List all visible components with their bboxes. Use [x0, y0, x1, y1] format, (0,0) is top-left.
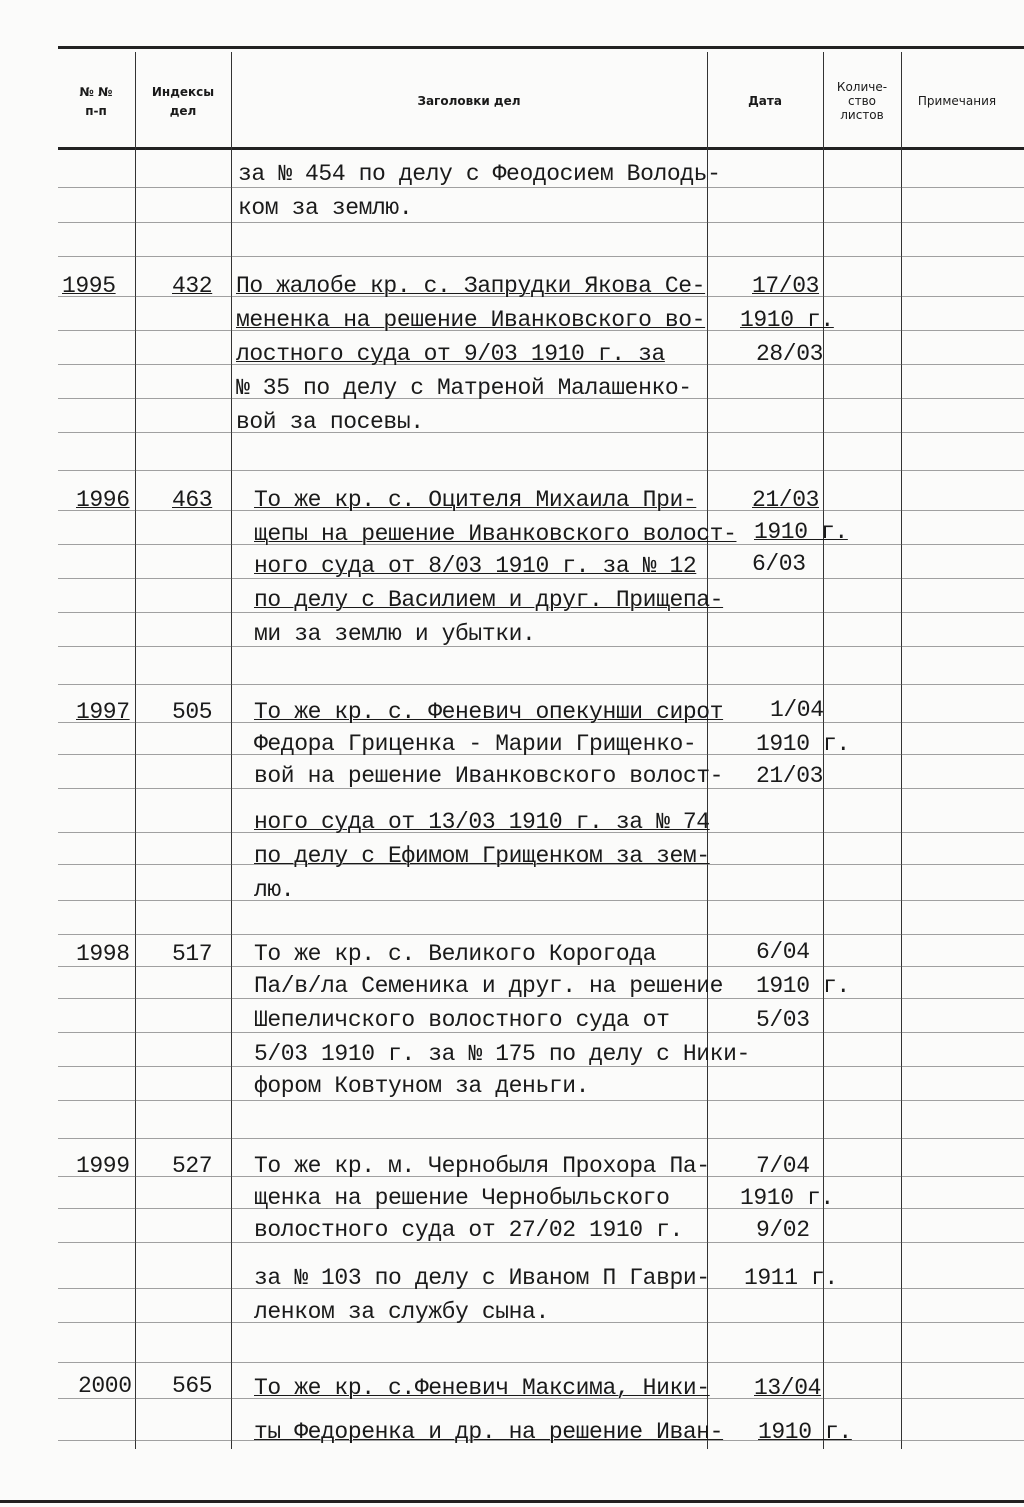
ruled-line [58, 934, 1024, 935]
entry-number: 2000 [78, 1373, 132, 1399]
entry-date-line: 9/02 [756, 1217, 810, 1243]
page-bottom-edge [0, 1500, 1024, 1503]
entry-title-line: То же кр. м. Чернобыля Прохора Па- [254, 1153, 710, 1179]
entry-title-line: за № 103 по делу с Иваном П Гаври- [254, 1265, 710, 1291]
column-divider [135, 52, 136, 1449]
entry-title-line: То же кр. с. Феневич опекунши сирот [254, 699, 724, 725]
entry-title-line: вой на решение Иванковского волост- [254, 763, 724, 789]
entry-date-line: 13/04 [754, 1375, 822, 1401]
header-number: № № п-п [79, 84, 113, 118]
entry-index: 463 [172, 487, 213, 513]
entry-title-line: по делу с Василием и друг. Прищепа- [254, 587, 724, 613]
entry-title-line: ного суда от 13/03 1910 г. за № 74 [254, 809, 710, 835]
entry-title-line: По жалобе кр. с. Запрудки Якова Се- [236, 273, 706, 299]
header-date: Дата [748, 94, 782, 109]
entry-title-line: волостного суда от 27/02 1910 г. [254, 1217, 683, 1243]
entry-date-line: 28/03 [756, 341, 824, 367]
ruled-line [58, 222, 1024, 223]
entry-title-line: мененка на решение Иванковского во- [236, 307, 706, 333]
entry-title-line: вой за посевы. [236, 409, 424, 435]
header-bottom-rule [58, 147, 1024, 150]
ruled-line [58, 256, 1024, 257]
entry-date-line: 21/03 [756, 763, 824, 789]
entry-date-line: 1910 г. [756, 731, 850, 757]
entry-date-line: 17/03 [752, 273, 820, 299]
ruled-line [58, 470, 1024, 471]
entry-title-line: щенка на решение Чернобыльского [254, 1185, 670, 1211]
entry-date-line: 1910 г. [754, 519, 848, 545]
entry-title-line: Федора Гриценка - Марии Грищенко- [254, 731, 697, 757]
header-index: Индексы дел [151, 84, 215, 118]
continuation-line: ком за землю. [238, 195, 413, 221]
entry-index: 527 [172, 1153, 213, 1179]
entry-date-line: 7/04 [756, 1153, 810, 1179]
entry-title-line: фором Ковтуном за деньги. [254, 1073, 590, 1099]
entry-title-line: 5/03 1910 г. за № 175 по делу с Ники- [254, 1041, 750, 1067]
entry-date-line: 1910 г. [758, 1419, 852, 1445]
entry-number: 1996 [76, 487, 130, 513]
entry-date-line: 6/03 [752, 551, 806, 577]
entry-title-line: лю. [254, 877, 295, 903]
entry-date-line: 5/03 [756, 1007, 810, 1033]
entry-title-line: То же кр. с. Оцителя Михаила При- [254, 487, 697, 513]
entry-title-line: лостного суда от 9/03 1910 г. за [236, 341, 665, 367]
entry-title-line: То же кр. с.Феневич Максима, Ники- [254, 1375, 710, 1401]
entry-date-line: 1910 г. [740, 307, 834, 333]
entry-title-line: Шепеличского волостного суда от [254, 1007, 670, 1033]
column-divider [231, 52, 232, 1449]
ruled-line [58, 432, 1024, 433]
entry-number: 1999 [76, 1153, 130, 1179]
entry-date-line: 21/03 [752, 487, 820, 513]
entry-title-line: Па/в/ла Семеника и друг. на решение [254, 973, 724, 999]
entry-index: 505 [172, 699, 213, 725]
entry-title-line: То же кр. с. Великого Корогода [254, 941, 657, 967]
entry-index: 432 [172, 273, 213, 299]
column-divider [901, 52, 902, 1449]
entry-number: 1997 [76, 699, 130, 725]
ruled-line [58, 1362, 1024, 1363]
ruled-line [58, 684, 1024, 685]
entry-date-line: 1911 г. [744, 1265, 838, 1291]
entry-date-line: 1910 г. [740, 1185, 834, 1211]
entry-number: 1998 [76, 941, 130, 967]
entry-title-line: щепы на решение Иванковского волост- [254, 521, 737, 547]
header-notes: Примечания [917, 94, 997, 109]
ruled-line [58, 900, 1024, 901]
entry-number: 1995 [62, 273, 116, 299]
ruled-line [58, 1138, 1024, 1139]
entry-title-line: по делу с Ефимом Грищенком за зем- [254, 843, 710, 869]
entry-title-line: ного суда от 8/03 1910 г. за № 12 [254, 553, 697, 579]
header-top-rule [58, 46, 1024, 49]
entry-date-line: 1910 г. [756, 973, 850, 999]
entry-title-line: № 35 по делу с Матреной Малашенко- [236, 375, 692, 401]
entry-title-line: ми за землю и убытки. [254, 621, 536, 647]
entry-date-line: 1/04 [770, 697, 824, 723]
header-sheets: Количе- ство листов [836, 80, 888, 122]
continuation-line: за № 454 по делу с Феодосием Володь- [238, 161, 721, 187]
entry-index: 565 [172, 1373, 213, 1399]
entry-index: 517 [172, 941, 213, 967]
entry-title-line: ты Федоренка и др. на решение Иван- [254, 1419, 724, 1445]
ruled-line [58, 646, 1024, 647]
column-divider [707, 52, 708, 1449]
entry-date-line: 6/04 [756, 939, 810, 965]
entry-title-line: ленком за службу сына. [254, 1299, 549, 1325]
header-title: Заголовки дел [417, 94, 521, 109]
